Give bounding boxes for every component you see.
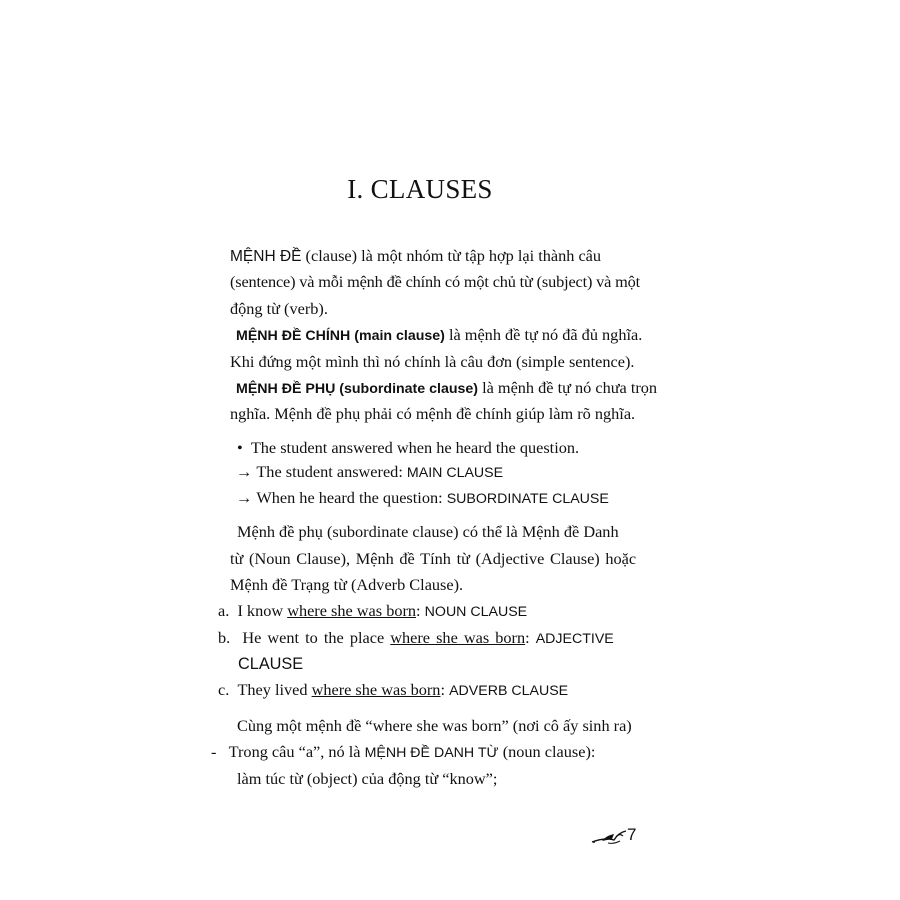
p4-line1: Mệnh đề phụ (subordinate clause) có thể là Mệnh đề Danh	[237, 522, 619, 541]
p1-line1	[230, 246, 601, 266]
p2-line2: Khi đứng một mình thì nó chính là câu đơn (simple sentence).	[230, 352, 635, 371]
main-clause-label: MAIN CLAUSE	[406, 465, 504, 481]
list-item-colon: :	[525, 628, 536, 647]
list-item-colon: :	[440, 680, 450, 699]
example-bullet-line	[237, 438, 579, 458]
underlined-clause: where she was born	[390, 628, 526, 647]
underlined-clause: where she was born	[311, 680, 441, 699]
main-clause-text: The student answered:	[256, 462, 407, 481]
list-item-text: They lived	[237, 680, 312, 699]
subordinate-clause-label: SUBORDINATE CLAUSE	[446, 491, 609, 507]
example-sentence: The student answered when he heard the question.	[250, 438, 580, 457]
clause-type-label: ADVERB CLAUSE	[449, 683, 569, 699]
dash-marker: -	[211, 742, 217, 761]
list-item-text: He went to the place	[242, 628, 391, 647]
underlined-clause: where she was born	[287, 601, 417, 620]
p4-line2: từ (Noun Clause), Mệnh đề Tính từ (Adjective Clause) hoặc	[230, 549, 637, 568]
subordinate-clause-term: MỆNH ĐỀ PHỤ (subordinate clause)	[236, 381, 479, 397]
bullet-icon: •	[237, 438, 243, 457]
main-clause-line	[236, 462, 503, 482]
noun-clause-term: MỆNH ĐỀ DANH TỪ	[364, 745, 499, 761]
menh-de-term: MỆNH ĐỀ	[230, 248, 302, 265]
clause-type-label: ADJECTIVE	[535, 631, 614, 647]
p5-line2-rest: (noun clause):	[498, 742, 596, 761]
p1-line2: (sentence) và mỗi mệnh đề chính có một chủ từ (subject) và một	[230, 272, 641, 291]
subordinate-clause-text: When he heard the question:	[256, 488, 447, 507]
list-item-a	[218, 601, 527, 621]
list-item-c	[218, 680, 568, 700]
arrow-right-icon: →	[236, 462, 253, 481]
list-item-colon: :	[416, 601, 425, 620]
list-item-b	[218, 628, 614, 648]
page-footer	[590, 822, 660, 852]
p3-line1-text: là mệnh đề tự nó chưa trọn	[478, 378, 658, 397]
list-marker: a.	[218, 601, 230, 620]
list-item-text: I know	[237, 601, 288, 620]
p5-line3: làm túc từ (object) của động từ “know”;	[237, 769, 498, 788]
p2-line1	[236, 325, 642, 345]
chapter-title: I. CLAUSES	[347, 174, 493, 204]
p4-line3: Mệnh đề Trạng từ (Adverb Clause).	[230, 575, 464, 594]
list-marker: b.	[218, 628, 231, 647]
clause-type-label: NOUN CLAUSE	[424, 604, 528, 620]
arrow-right-icon: →	[236, 488, 253, 507]
subordinate-clause-line	[236, 488, 609, 508]
p2-line1-text: là mệnh đề tự nó đã đủ nghĩa.	[444, 325, 643, 344]
list-marker: c.	[218, 680, 230, 699]
p1-line3: động từ (verb).	[230, 299, 328, 318]
p5-line1: Cùng một mệnh đề “where she was born” (nơi cô ấy sinh ra)	[237, 716, 632, 735]
p1-line1-text: (clause) là một nhóm từ tập hợp lại thành câu	[301, 246, 602, 265]
page-number: 7	[627, 825, 637, 844]
p5-line2-text: Trong câu “a”, nó là	[228, 742, 365, 761]
p5-line2	[211, 742, 595, 762]
list-item-b-continuation: CLAUSE	[238, 655, 304, 673]
main-clause-term: MỆNH ĐỀ CHÍNH (main clause)	[236, 328, 445, 344]
p3-line1	[236, 378, 657, 398]
p3-line2: nghĩa. Mệnh đề phụ phải có mệnh đề chính giúp làm rõ nghĩa.	[230, 404, 636, 423]
